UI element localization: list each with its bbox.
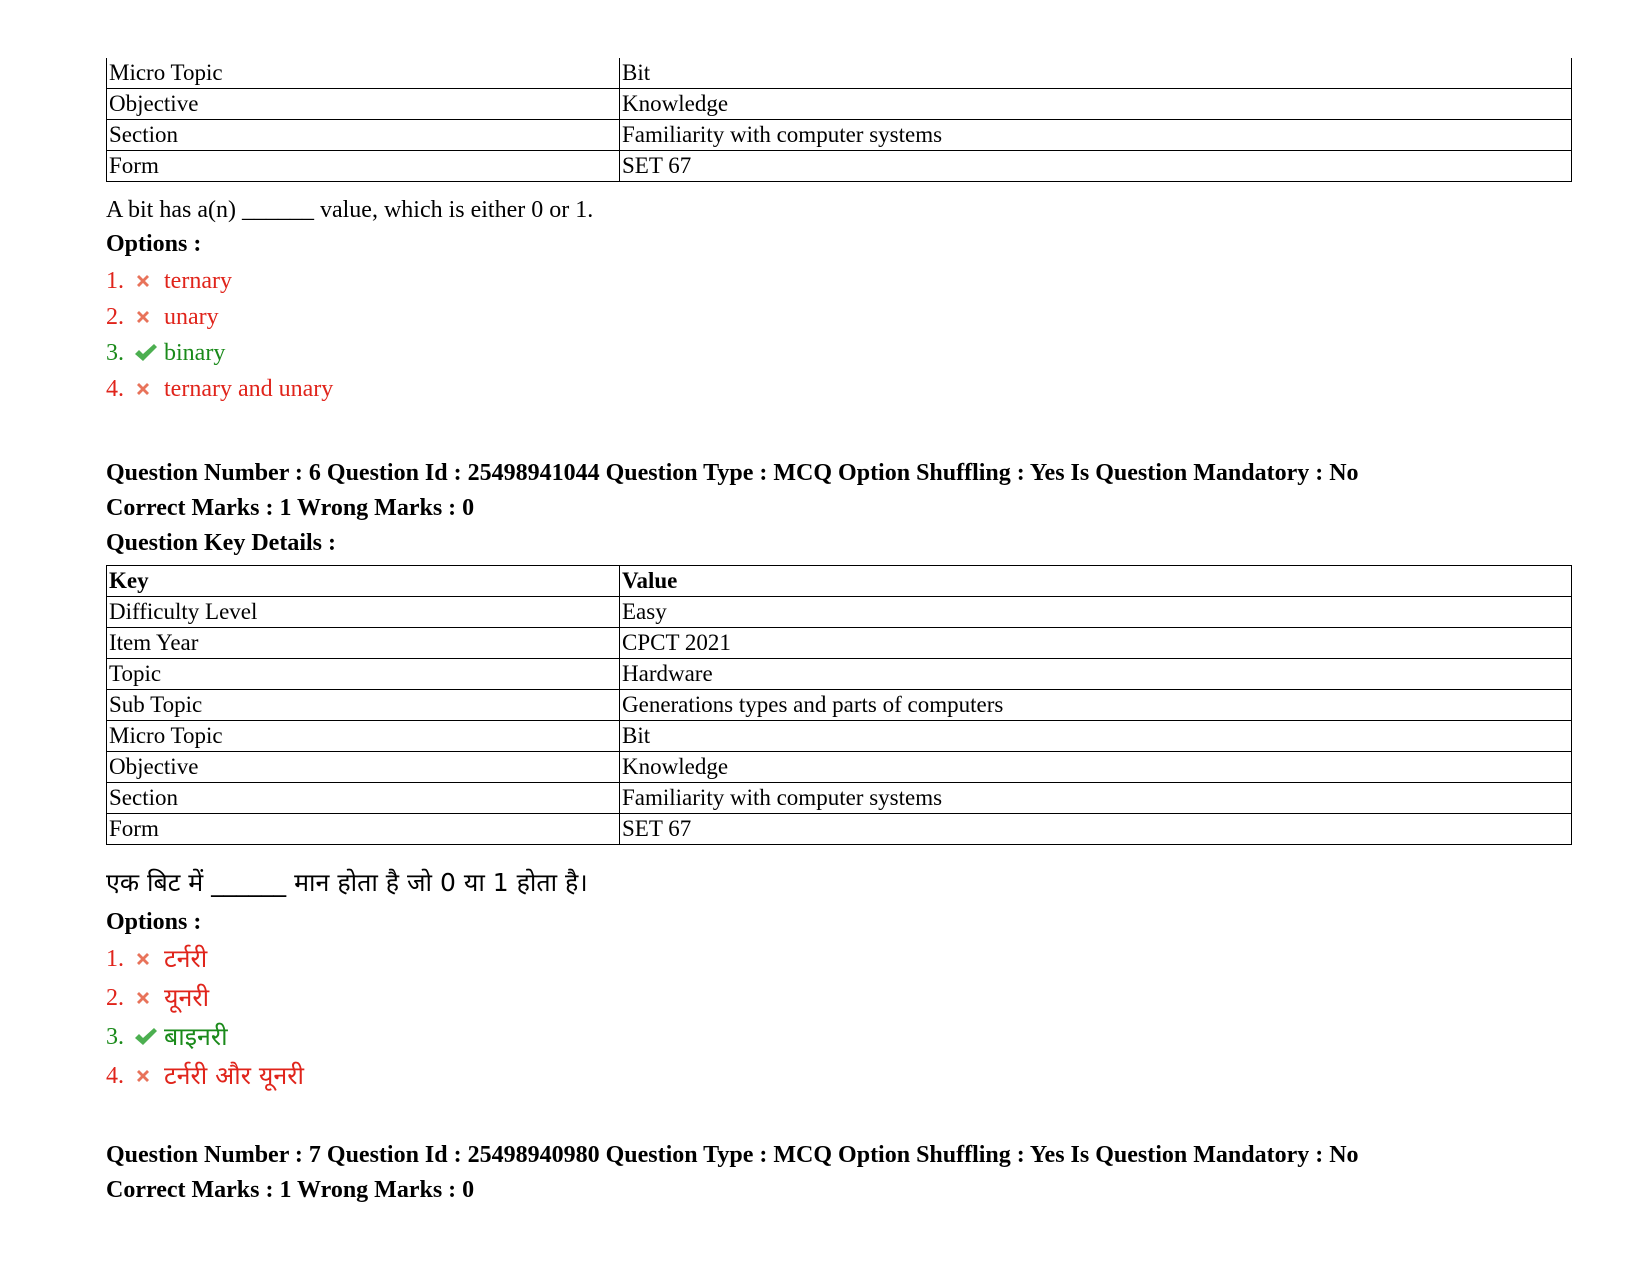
q7-marks-line: Correct Marks : 1 Wrong Marks : 0 xyxy=(106,1177,475,1203)
q5-option-1: 1. ternary xyxy=(106,268,232,294)
q5-key-details-table xyxy=(106,58,1572,182)
q6-option-1: 1. टर्नरी xyxy=(106,944,208,973)
table-row: Form SET 67 xyxy=(107,151,1572,182)
wrong-cross-icon xyxy=(134,1067,164,1085)
q6-question-text: एक बिट में ______ मान होता है जो 0 या 1 होता है। xyxy=(106,868,588,897)
table-row: Sub Topic Generations types and parts of computers xyxy=(107,690,1572,721)
q6-key-details-table xyxy=(106,565,1572,845)
table-row: Section Familiarity with computer systems xyxy=(107,783,1572,814)
q6-option-3: 3. बाइनरी xyxy=(106,1022,228,1051)
q5-option-2: 2. unary xyxy=(106,304,219,330)
q7-header-line1: Question Number : 7 Question Id : 25498940980 Question Type : MCQ Option Shuffling : Yes Is Question Mandatory : No xyxy=(106,1142,1359,1168)
correct-check-icon xyxy=(134,343,164,363)
wrong-cross-icon xyxy=(134,950,164,968)
table-row: Micro Topic Bit xyxy=(107,721,1572,752)
q5-option-3: 3. binary xyxy=(106,340,226,366)
wrong-cross-icon xyxy=(134,989,164,1007)
table-header-row: Key Value xyxy=(107,566,1572,597)
q6-option-4: 4. टर्नरी और यूनरी xyxy=(106,1061,304,1090)
q5-options-label: Options : xyxy=(106,231,202,257)
table-row: Item Year CPCT 2021 xyxy=(107,628,1572,659)
q6-options-label: Options : xyxy=(106,909,202,935)
table-row: Difficulty Level Easy xyxy=(107,597,1572,628)
q6-marks-line: Correct Marks : 1 Wrong Marks : 0 xyxy=(106,495,475,521)
q6-header-line1: Question Number : 6 Question Id : 25498941044 Question Type : MCQ Option Shuffling : Yes Is Question Mandatory : No xyxy=(106,460,1359,486)
wrong-cross-icon xyxy=(134,380,164,398)
q6-option-2: 2. यूनरी xyxy=(106,983,210,1012)
wrong-cross-icon xyxy=(134,308,164,326)
table-row: Objective Knowledge xyxy=(107,89,1572,120)
table-row: Form SET 67 xyxy=(107,814,1572,845)
wrong-cross-icon xyxy=(134,272,164,290)
table-row: Micro Topic Bit xyxy=(107,58,1572,89)
correct-check-icon xyxy=(134,1027,164,1047)
table-row: Objective Knowledge xyxy=(107,752,1572,783)
q6-key-details-label: Question Key Details : xyxy=(106,530,336,556)
q5-option-4: 4. ternary and unary xyxy=(106,376,334,402)
table-row: Topic Hardware xyxy=(107,659,1572,690)
table-row: Section Familiarity with computer systems xyxy=(107,120,1572,151)
q5-question-text: A bit has a(n) ______ value, which is either 0 or 1. xyxy=(106,197,594,223)
